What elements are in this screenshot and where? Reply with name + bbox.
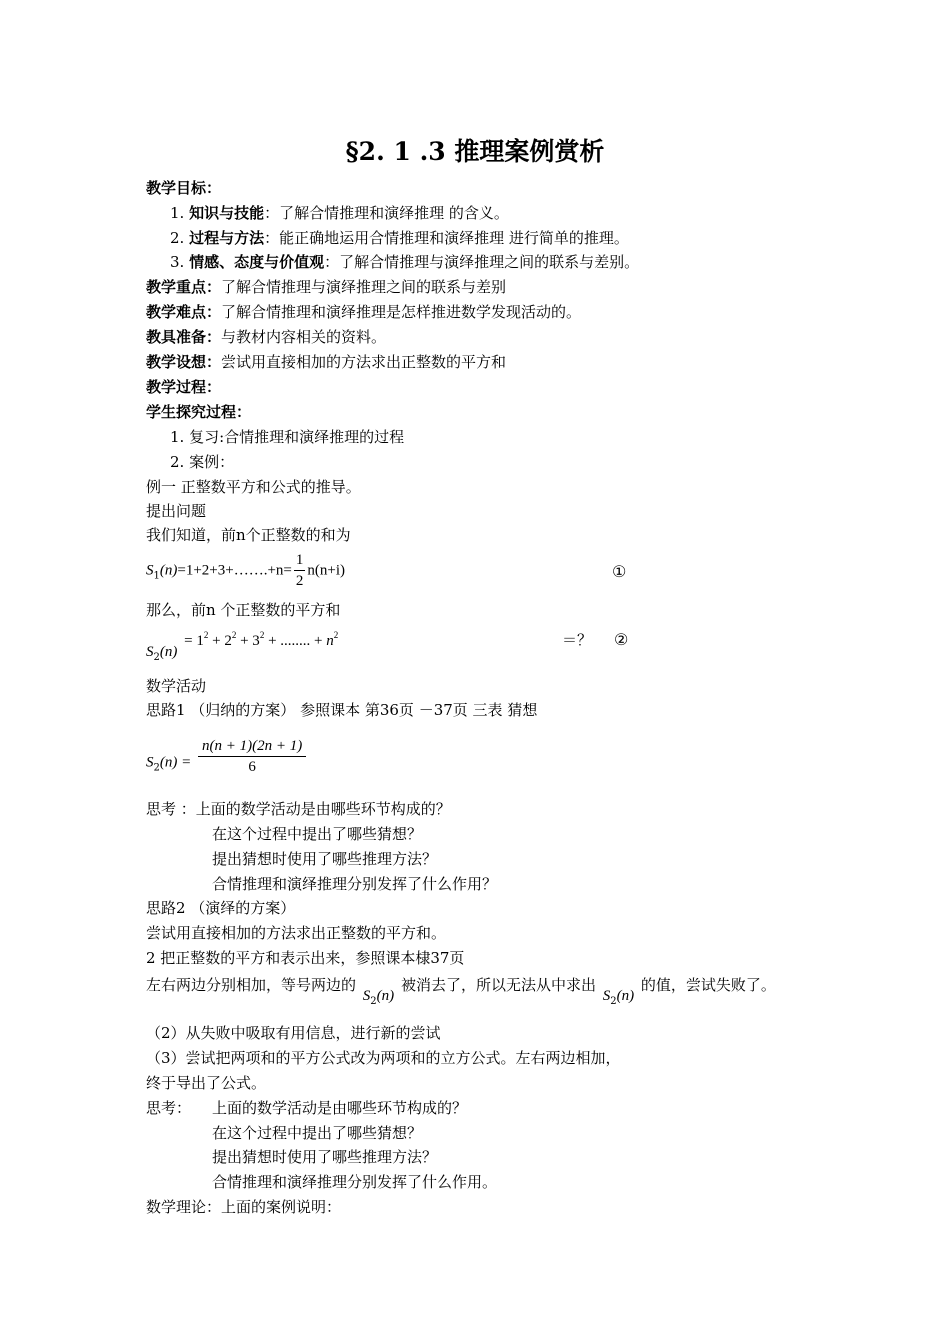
goal-item-3 — [170, 252, 639, 272]
cancel-sub: 2 — [370, 996, 377, 1007]
goals-heading: 教学目标： — [146, 179, 222, 197]
formula-2-mark: ② — [614, 630, 629, 649]
difficulty-label: 教学难点： — [146, 303, 222, 321]
formula-2-n: n — [326, 633, 334, 649]
think-2-line: 提出猜想时使用了哪些推理方法？ — [212, 1148, 438, 1166]
formula-2 — [146, 628, 339, 663]
idea-2: 思路2 （演绎的方案） — [146, 899, 296, 917]
formula-2-part: = 1 — [184, 633, 204, 649]
materials — [146, 327, 386, 347]
goal-num: 1. — [170, 204, 185, 222]
formula-2-question: ＝？ — [562, 631, 593, 649]
key-point-label: 教学重点： — [146, 278, 222, 296]
step-2-text: 2 把正整数的平方和表示出来，参照课本棣37页 — [146, 949, 465, 967]
math-activity: 数学活动 — [146, 677, 207, 695]
formula-1-sub: 1 — [153, 570, 160, 582]
cancel-s: S — [362, 988, 371, 1004]
goal-label: 过程与方法 — [189, 229, 265, 247]
cancel-arg: (n) — [616, 988, 635, 1004]
formula-3 — [146, 738, 308, 779]
think-1-line: 提出猜想时使用了哪些推理方法？ — [212, 850, 438, 868]
think-2-line: 上面的数学活动是由哪些环节构成的？ — [212, 1099, 468, 1117]
design-label: 教学设想： — [146, 353, 222, 371]
design — [146, 352, 506, 372]
derived: 终于导出了公式。 — [146, 1074, 267, 1092]
difficulty-text: 了解合情推理和演绎推理是怎样推进数学发现活动的。 — [221, 303, 582, 321]
formula-3-arg: (n) = — [159, 754, 192, 771]
student-heading: 学生探究过程： — [146, 403, 252, 421]
process-heading: 教学过程： — [146, 378, 222, 396]
formula-1-mid: =1+2+3+…….+n= — [177, 562, 292, 579]
cancel-sub: 2 — [610, 996, 617, 1007]
think-1-line: 在这个过程中提出了哪些猜想？ — [212, 825, 423, 843]
goal-label: 情感、态度与价值观 — [189, 253, 325, 271]
try-direct: 尝试用直接相加的方法求出正整数的平方和。 — [146, 924, 447, 942]
cancel-line-a: 左右两边分别相加，等号两边的 — [146, 976, 357, 994]
materials-label: 教具准备： — [146, 328, 222, 346]
formula-2-arg: (n) — [159, 644, 178, 660]
fraction-denominator: 6 — [248, 759, 256, 775]
goal-label: 知识与技能 — [189, 204, 265, 222]
think-2-line: 合情推理和演绎推理分别发挥了什么作用。 — [212, 1173, 498, 1191]
formula-2-exp: 2 — [231, 630, 237, 640]
formula-1-mark: ① — [612, 562, 627, 581]
then-sum: 那么，前n 个正整数的平方和 — [146, 601, 341, 619]
fraction-numerator: 1 — [294, 550, 306, 571]
step-3b: （3）尝试把两项和的平方公式改为两项和的立方公式。左右两边相加， — [146, 1049, 621, 1067]
theory: 数学理论：上面的案例说明： — [146, 1198, 342, 1216]
difficulty — [146, 302, 581, 322]
cancel-line-c: 的值，尝试失败了。 — [640, 976, 776, 994]
fraction-numerator: n(n + 1)(2n + 1) — [198, 736, 306, 757]
materials-text: 与教材内容相关的资料。 — [221, 328, 387, 346]
formula-2-part: + 3 — [236, 633, 260, 649]
step-2b: （2）从失败中吸取有用信息，进行新的尝试 — [146, 1024, 441, 1042]
formula-1-tail: n(n+i) — [307, 562, 346, 579]
formula-2-exp: 2 — [259, 630, 265, 640]
formula-1-fraction — [294, 550, 306, 591]
cancel-arg: (n) — [376, 988, 395, 1004]
raise-question: 提出问题 — [146, 502, 207, 520]
design-text: 尝试用直接相加的方法求出正整数的平方和 — [221, 353, 507, 371]
cancel-line — [146, 975, 776, 1007]
goal-num: 3. — [170, 253, 185, 271]
formula-3-s: S — [146, 754, 154, 771]
we-know: 我们知道，前n个正整数的和为 — [146, 526, 351, 544]
think-2-line: 在这个过程中提出了哪些猜想？ — [212, 1124, 423, 1142]
formula-3-sub: 2 — [153, 762, 160, 774]
think-2-lead: 思考： — [146, 1099, 192, 1117]
fraction-denominator: 2 — [295, 573, 304, 589]
example-1: 例一 正整数平方和公式的推导。 — [146, 478, 361, 496]
formula-2-part: + ........ + — [264, 633, 327, 649]
goal-text: ：了解合情推理和演绎推理 的含义。 — [264, 204, 509, 222]
goal-item-1 — [170, 203, 509, 223]
cancel-line-b: 被消去了，所以无法从中求出 — [400, 976, 596, 994]
goal-text: ：能正确地运用合情推理和演绎推理 进行简单的推理。 — [264, 229, 629, 247]
formula-3-fraction — [198, 736, 306, 777]
formula-2-exp: 2 — [333, 630, 339, 640]
page-title: §2. 1 .3 推理案例赏析 — [345, 137, 605, 166]
think-1-line: 合情推理和演绎推理分别发挥了什么作用？ — [212, 875, 498, 893]
formula-1 — [146, 550, 345, 591]
formula-1-arg: (n) — [159, 562, 178, 579]
key-point — [146, 277, 506, 297]
formula-2-part: + 2 — [208, 633, 232, 649]
goal-num: 2. — [170, 229, 185, 247]
cancel-s: S — [602, 988, 611, 1004]
key-point-text: 了解合情推理与演绎推理之间的联系与差别 — [221, 278, 507, 296]
formula-2-sub: 2 — [153, 652, 160, 663]
step-1: 1. 复习:合情推理和演绎推理的过程 — [170, 428, 405, 446]
idea-1: 思路1 （归纳的方案） 参照课本 第36页 －37页 三表 猜想 — [146, 701, 538, 719]
think-1-lead: 思考 ：上面的数学活动是由哪些环节构成的？ — [146, 800, 451, 818]
formula-2-s: S — [146, 644, 154, 660]
step-2: 2. 案例： — [170, 453, 235, 471]
formula-2-exp: 2 — [203, 630, 209, 640]
formula-1-s: S — [146, 562, 154, 579]
goal-text: ：了解合情推理与演绎推理之间的联系与差别。 — [324, 253, 640, 271]
goal-item-2 — [170, 228, 629, 248]
